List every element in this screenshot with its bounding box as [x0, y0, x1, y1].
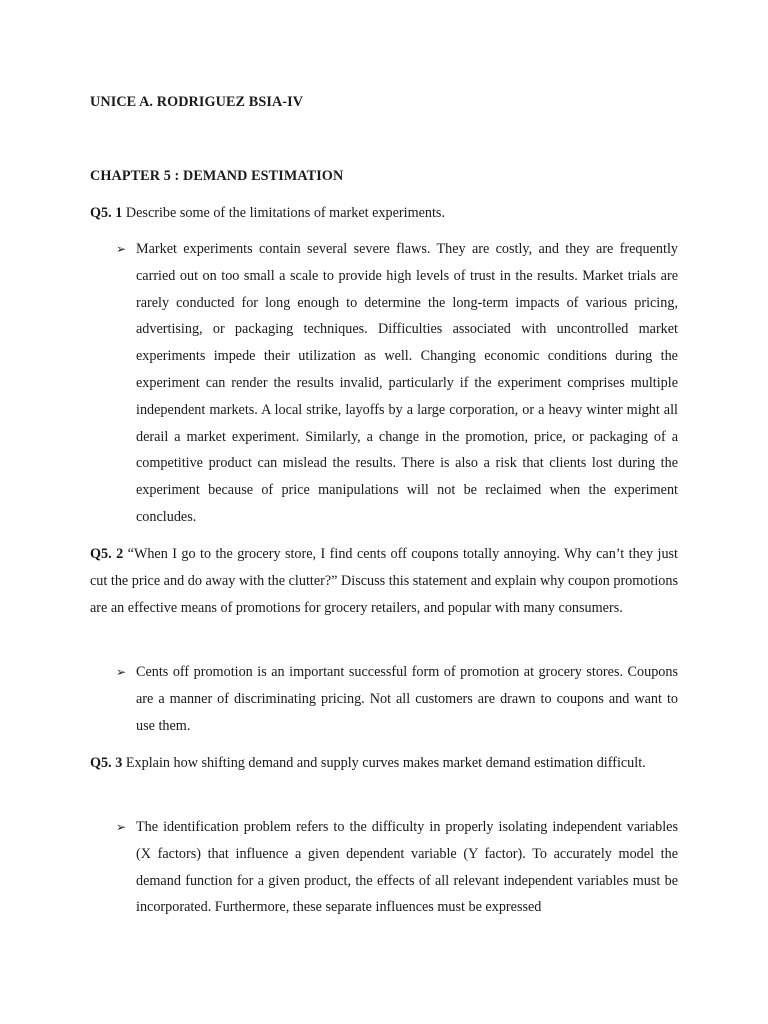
- answer-3: The identification problem refers to the difficulty in properly isolating independent variables (X factors) that influence a given dependent variable (Y factor). To accurately model the demand function for a given product, the effects of all relevant independent variables must be incorporated. Furthermore, these separate influences must be expressed: [136, 819, 678, 916]
- arrow-bullet-icon: ➢: [116, 820, 127, 834]
- question-text: Describe some of the limitations of market experiments.: [125, 205, 446, 221]
- question-number: Q5. 2: [90, 546, 124, 562]
- question-1: [90, 200, 678, 227]
- question-2: [90, 541, 678, 621]
- answer-2: Cents off promotion is an important successful form of promotion at grocery stores. Coupons are a manner of discriminating pricing. Not all customers are drawn to coupons and want to use them.: [136, 664, 678, 734]
- question-3: [90, 750, 678, 777]
- arrow-bullet-icon: ➢: [116, 665, 127, 679]
- arrow-bullet-icon: ➢: [116, 242, 127, 256]
- question-text: Explain how shifting demand and supply curves makes market demand estimation difficult.: [125, 755, 646, 771]
- chapter-title: CHAPTER 5 : DEMAND ESTIMATION: [90, 168, 344, 184]
- answer-1: Market experiments contain several severe flaws. They are costly, and they are frequently carried out on too small a scale to provide high levels of trust in the results. Market trials are rarely conducted for long enough to determine the long-term impacts of various pricing, advertising, or packaging techniques. Difficulties associated with uncontrolled market experiments impede their utilization as well. Changing economic conditions during the experiment can render the results invalid, particularly if the experiment comprises multiple independent markets. A local strike, layoffs by a large corporation, or a heavy winter might all derail a market experiment. Similarly, a change in the promotion, price, or packaging of a competitive product can mislead the results. There is also a risk that clients lost during the experiment because of price manipulations will not be reclaimed when the experiment concludes.: [136, 241, 678, 525]
- question-number: Q5. 3: [90, 755, 123, 771]
- question-number: Q5. 1: [90, 205, 123, 221]
- author-line: UNICE A. RODRIGUEZ BSIA-IV: [90, 94, 304, 110]
- question-text: “When I go to the grocery store, I find cents off coupons totally annoying. Why can’t they just cut the price and do away with the clutter?” Discuss this statement and explain why coupon promotions are an effective means of promotions for grocery retailers, and popular with many consumers.: [90, 546, 679, 616]
